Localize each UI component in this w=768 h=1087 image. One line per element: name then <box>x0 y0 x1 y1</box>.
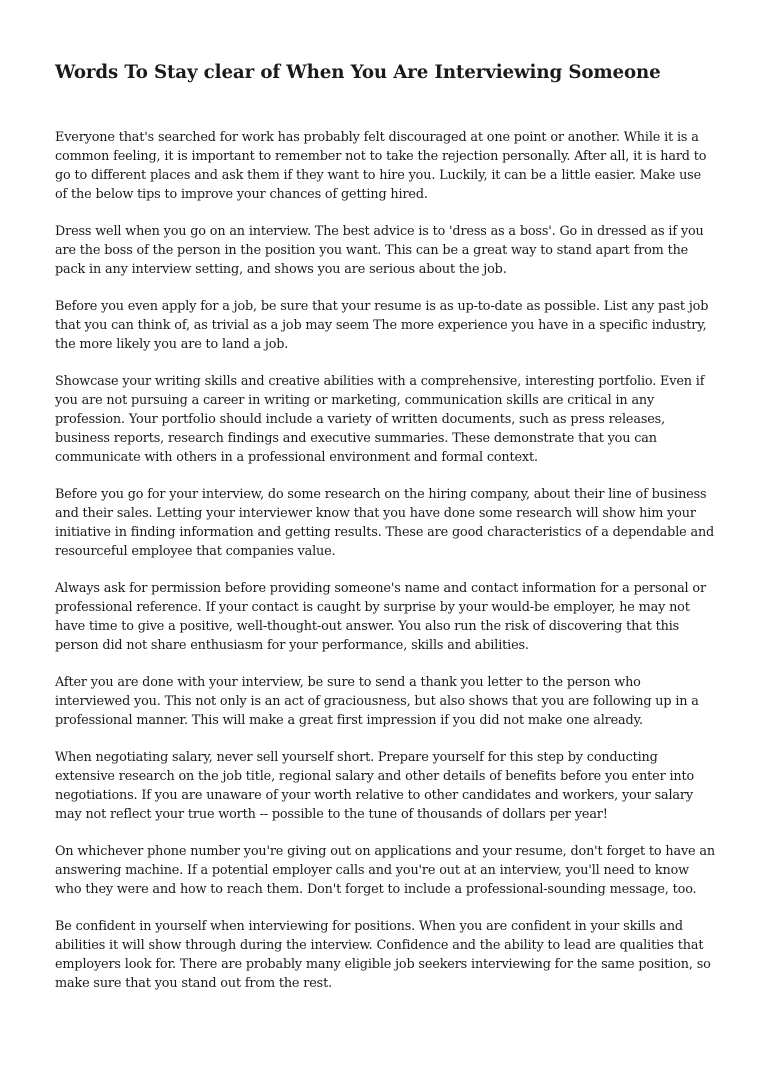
paragraph-2: Dress well when you go on an interview. The best advice is to 'dress as a boss'. Go in dressed as if you are the boss of the person in the position you want. This can be a great way to stand apart from the pack in any interview setting, and shows you are serious about the job. <box>55 224 704 277</box>
paragraph-10: Be confident in yourself when interviewing for positions. When you are confident in your skills and abilities it will show through during the interview. Confidence and the ability to lead are qualities that employers look for. There are probably many eligible job seekers interviewing for the same position, so make sure that you stand out from the rest. <box>55 919 711 991</box>
paragraph-8: When negotiating salary, never sell yourself short. Prepare yourself for this step by conducting extensive research on the job title, regional salary and other details of benefits before you enter into negotiations. If you are unaware of your worth relative to other candidates and workers, your salary may not reflect your true worth -- possible to the tune of thousands of dollars per year! <box>55 750 695 822</box>
paragraph-7: After you are done with your interview, be sure to send a thank you letter to the person who interviewed you. This not only is an act of graciousness, but also shows that you are following up in a professional manner. This will make a great first impression if you did not make one already. <box>55 675 699 728</box>
paragraph-4: Showcase your writing skills and creative abilities with a comprehensive, interesting portfolio. Even if you are not pursuing a career in writing or marketing, communication skills are critical in any profession. Your portfolio should include a variety of written documents, such as press releases, business reports, research findings and executive summaries. These demonstrate that you can communicate with others in a professional environment and formal context. <box>55 374 705 465</box>
paragraph-1: Everyone that's searched for work has probably felt discouraged at one point or another. While it is a common feeling, it is important to remember not to take the rejection personally. After all, it is hard to go to different places and ask them if they want to hire you. Luckily, it can be a little easier. Make use of the below tips to improve your chances of getting hired. <box>55 130 707 202</box>
paragraph-5: Before you go for your interview, do some research on the hiring company, about their line of business and their sales. Letting your interviewer know that you have done some research will show him your initiative in finding information and getting results. These are good characteristics of a dependable and resourceful employee that companies value. <box>55 487 715 559</box>
paragraph-9: On whichever phone number you're giving out on applications and your resume, don't forget to have an answering machine. If a potential employer calls and you're out at an interview, you'll need to know who they were and how to reach them. Don't forget to include a professional-sounding message, too. <box>55 844 715 897</box>
paragraph-3: Before you even apply for a job, be sure that your resume is as up-to-date as possible. List any past job that you can think of, as trivial as a job may seem The more experience you have in a specific industry, the more likely you are to land a job. <box>55 299 709 352</box>
page-title: Words To Stay clear of When You Are Interviewing Someone <box>55 62 661 83</box>
paragraph-6: Always ask for permission before providing someone's name and contact information for a personal or professional reference. If your contact is caught by surprise by your would-be employer, he may not have time to give a positive, well-thought-out answer. You also run the risk of discovering that this person did not share enthusiasm for your performance, skills and abilities. <box>55 581 706 653</box>
document-page <box>55 60 717 1011</box>
